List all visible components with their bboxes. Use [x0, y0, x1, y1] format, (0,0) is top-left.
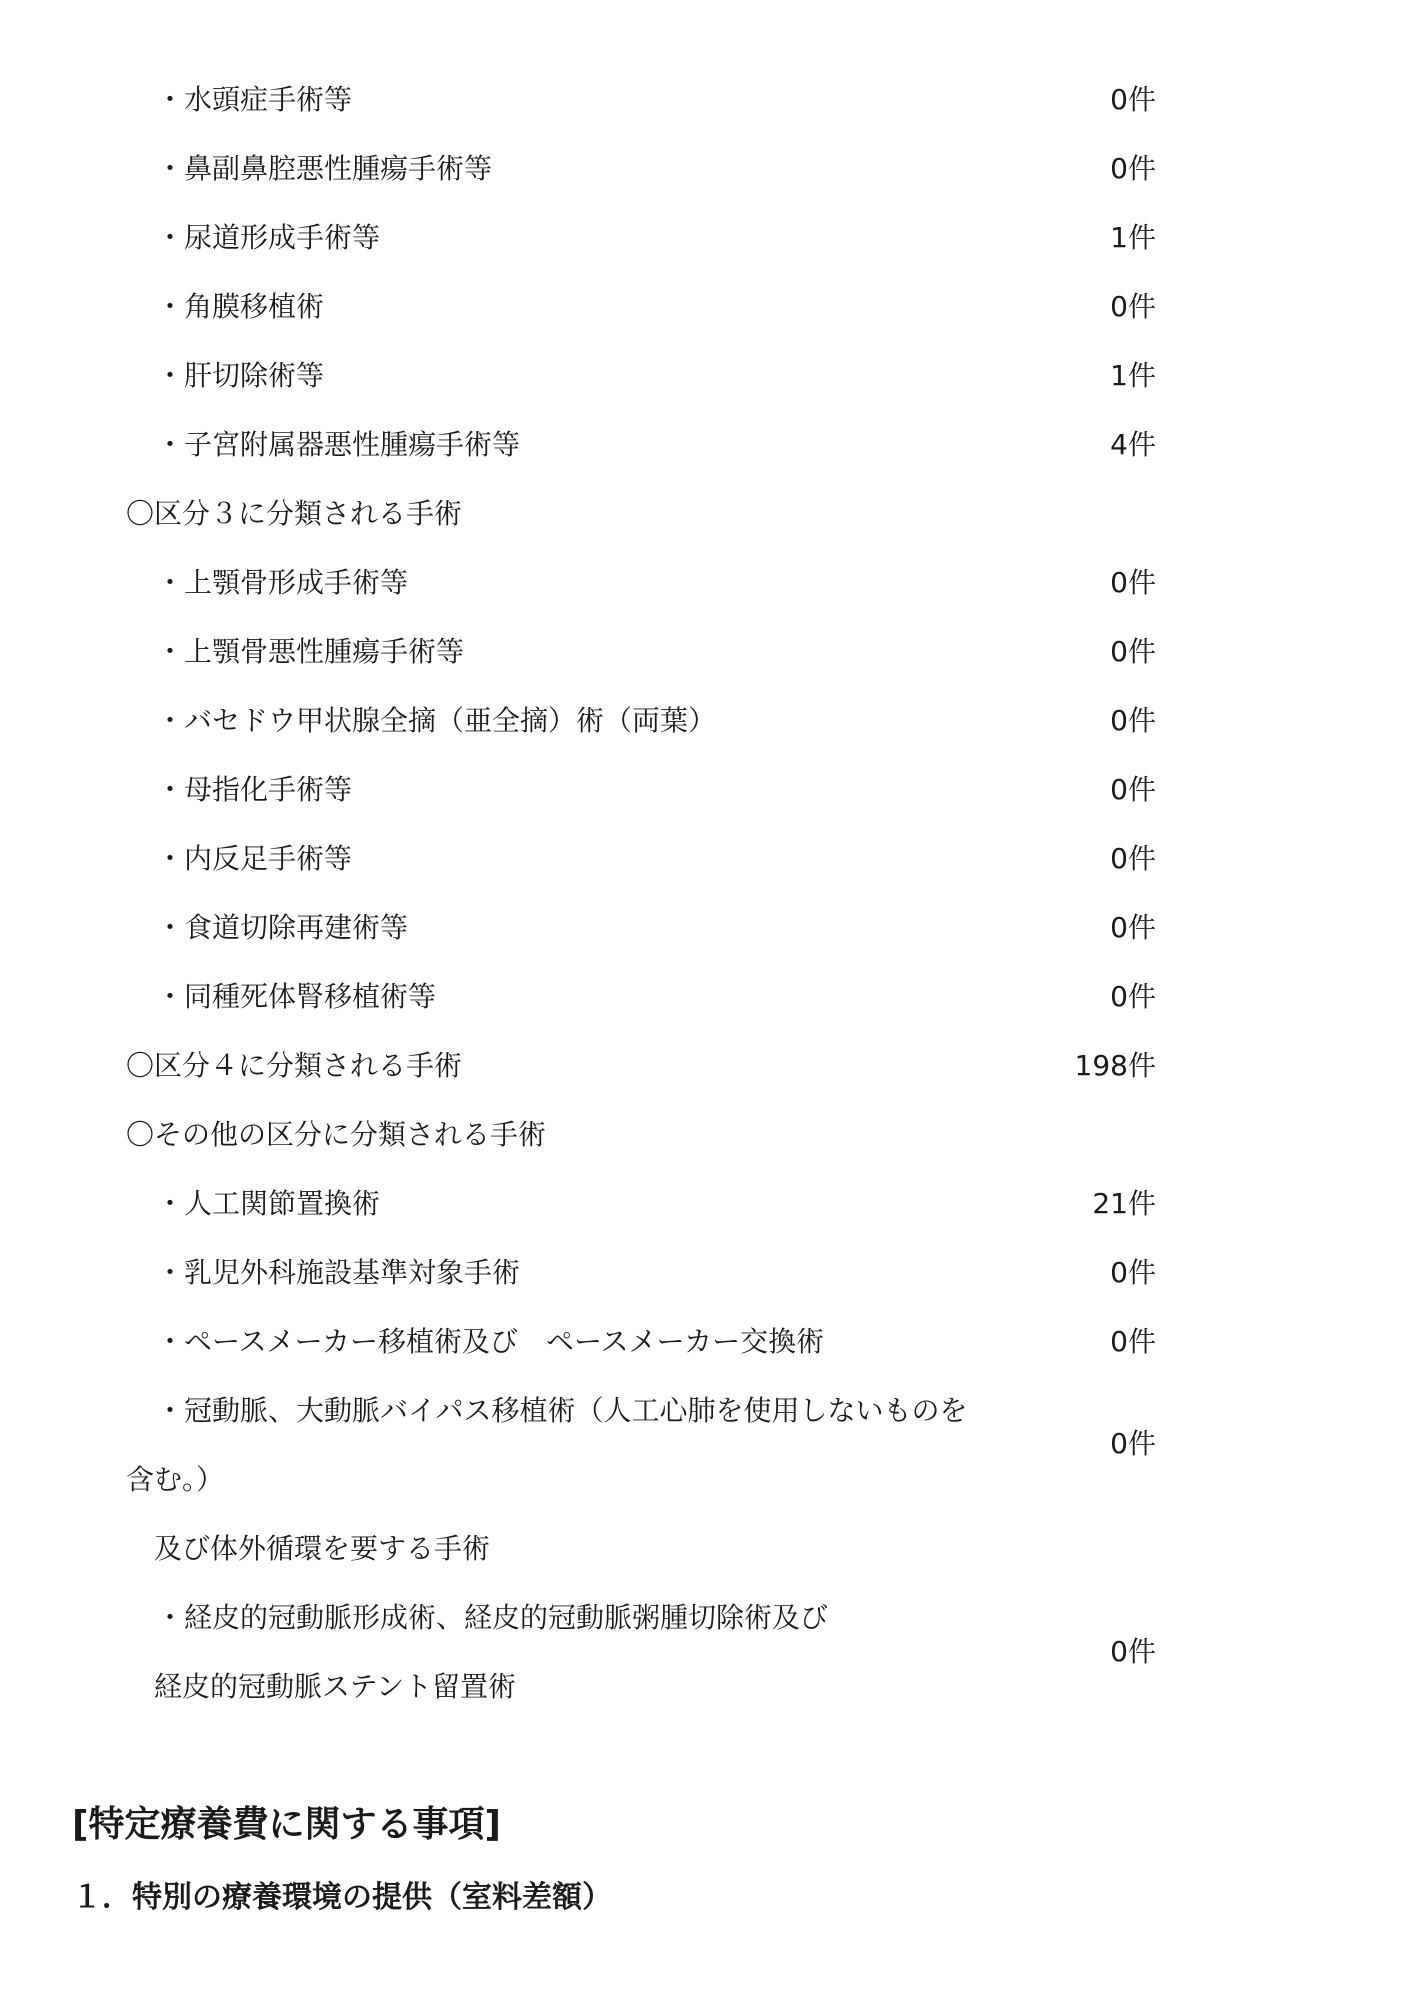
list-item — [0, 1253, 1414, 1293]
item-label: ・同種死体腎移植術等 — [156, 980, 437, 1013]
item-label-continuation: 含む。） — [126, 1463, 225, 1496]
item-label: ・子宮附属器悪性腫瘍手術等 — [156, 428, 521, 461]
item-label: ・経皮的冠動脈形成術、経皮的冠動脈粥腫切除術及び — [156, 1601, 829, 1634]
category-label: 〇その他の区分に分類される手術 — [126, 1118, 547, 1151]
list-item — [0, 632, 1414, 672]
item-label: ・バセドウ甲状腺全摘（亜全摘）術（両葉） — [156, 704, 717, 737]
subsection-title: １．特別の療養環境の提供（室料差額） — [72, 1880, 612, 1915]
item-label: ・肝切除術等 — [156, 359, 325, 392]
item-label: ・人工関節置換術 — [156, 1187, 381, 1220]
list-item — [0, 977, 1414, 1017]
list-item — [0, 425, 1414, 465]
section-title: [特定療養費に関する事項] — [72, 1804, 501, 1845]
category-header — [0, 1115, 1414, 1155]
item-count-row — [0, 1424, 1414, 1464]
list-item — [0, 356, 1414, 396]
list-item — [0, 149, 1414, 189]
item-count: 0件 — [1110, 1256, 1156, 1289]
item-label: ・上顎骨悪性腫瘍手術等 — [156, 635, 465, 668]
item-label: ・冠動脈、大動脈バイパス移植術（人工心肺を使用しないものを — [156, 1394, 968, 1427]
list-item — [0, 218, 1414, 258]
item-count: 1件 — [1110, 221, 1156, 254]
item-count: 0件 — [1110, 83, 1156, 116]
list-item-continuation — [0, 1667, 1414, 1707]
item-label: ・母指化手術等 — [156, 773, 353, 806]
list-item-continuation — [0, 1460, 1414, 1500]
item-count: 0件 — [1110, 152, 1156, 185]
item-label: ・角膜移植術 — [156, 290, 325, 323]
item-count: 0件 — [1110, 635, 1156, 668]
item-count: 0件 — [1110, 1427, 1156, 1460]
item-label: ・水頭症手術等 — [156, 83, 353, 116]
item-label-continuation: 経皮的冠動脈ステント留置術 — [154, 1670, 517, 1703]
item-count: 0件 — [1110, 842, 1156, 875]
item-count: 0件 — [1110, 773, 1156, 806]
item-count: 0件 — [1110, 290, 1156, 323]
item-count: 0件 — [1110, 1325, 1156, 1358]
category-label: 〇区分３に分類される手術 — [126, 497, 463, 530]
list-item — [0, 908, 1414, 948]
item-count: 1件 — [1110, 359, 1156, 392]
list-item-continuation — [0, 1529, 1414, 1569]
item-count-row — [0, 1632, 1414, 1672]
category-count: 198件 — [1074, 1049, 1156, 1082]
item-label: ・ペースメーカー移植術及び ペースメーカー交換術 — [156, 1325, 825, 1358]
list-item — [0, 80, 1414, 120]
item-label: ・鼻副鼻腔悪性腫瘍手術等 — [156, 152, 493, 185]
item-label: ・乳児外科施設基準対象手術 — [156, 1256, 521, 1289]
item-count: 0件 — [1110, 980, 1156, 1013]
item-count: 0件 — [1110, 1635, 1156, 1668]
list-item — [0, 1184, 1414, 1224]
item-label: ・尿道形成手術等 — [156, 221, 381, 254]
list-item — [0, 701, 1414, 741]
item-label: ・内反足手術等 — [156, 842, 353, 875]
list-item — [0, 563, 1414, 603]
item-count: 0件 — [1110, 566, 1156, 599]
item-label: ・上顎骨形成手術等 — [156, 566, 409, 599]
item-count: 0件 — [1110, 704, 1156, 737]
item-count: 4件 — [1110, 428, 1156, 461]
list-item — [0, 770, 1414, 810]
item-count: 21件 — [1092, 1187, 1156, 1220]
item-count: 0件 — [1110, 911, 1156, 944]
item-label: ・食道切除再建術等 — [156, 911, 409, 944]
category-header — [0, 494, 1414, 534]
list-item — [0, 287, 1414, 327]
category-label: 〇区分４に分類される手術 — [126, 1049, 463, 1082]
item-label-continuation: 及び体外循環を要する手術 — [154, 1532, 491, 1565]
list-item — [0, 1322, 1414, 1362]
list-item — [0, 839, 1414, 879]
category-header — [0, 1046, 1414, 1086]
